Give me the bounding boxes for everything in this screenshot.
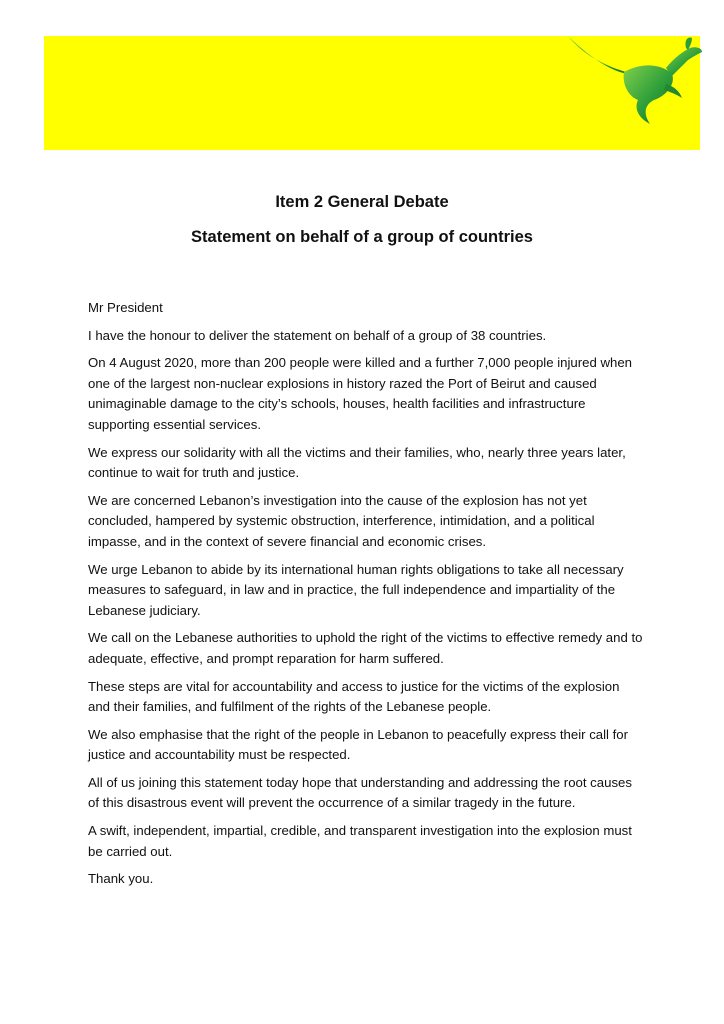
paragraph: These steps are vital for accountability and access to justice for the victims of the explosion and their families, and fulfilment of the rights of the Lebanese people.	[88, 678, 620, 715]
paragraph: We urge Lebanon to abide by its international human rights obligations to take all necessary measures to safeguard, in law and in practice, the full independence and impartiality of the Lebanese judiciary.	[88, 561, 624, 618]
paragraph: I have the honour to deliver the statement on behalf of a group of 38 countries.	[88, 327, 547, 343]
paragraph: We express our solidarity with all the victims and their families, who, nearly three years later, continue to wait for truth and justice.	[88, 444, 626, 481]
statement-body	[88, 298, 644, 897]
salutation: Mr President	[88, 300, 163, 315]
paragraph: All of us joining this statement today hope that understanding and addressing the root causes of this disastrous event will prevent the occurrence of a similar tragedy in the future.	[88, 774, 632, 811]
document-subtitle: Statement on behalf of a group of countries	[191, 228, 533, 246]
document-title: Item 2 General Debate	[275, 193, 449, 211]
closing: Thank you.	[88, 871, 154, 887]
paragraph: On 4 August 2020, more than 200 people were killed and a further 7,000 people injured when one of the largest non-nuclear explosions in history razed the Port of Beirut and caused unimaginable damage to the city’s schools, houses, health facilities and infrastructure supporting essential services.	[88, 355, 632, 432]
paragraph: We call on the Lebanese authorities to uphold the right of the victims to effective remedy and to adequate, effective, and prompt reparation for harm suffered.	[88, 630, 643, 666]
paragraph: A swift, independent, impartial, credible, and transparent investigation into the explosion must be carried out.	[88, 823, 632, 859]
paragraph: We also emphasise that the right of the people in Lebanon to peacefully express their call for justice and accountability must be respected.	[88, 726, 629, 763]
title-block	[0, 191, 724, 248]
paragraph: We are concerned Lebanon’s investigation into the cause of the explosion has not yet concluded, hampered by systemic obstruction, interference, intimidation, and a political impasse, and in the context of severe financial and economic crises.	[88, 492, 595, 549]
kangaroo-logo-icon	[562, 34, 704, 126]
